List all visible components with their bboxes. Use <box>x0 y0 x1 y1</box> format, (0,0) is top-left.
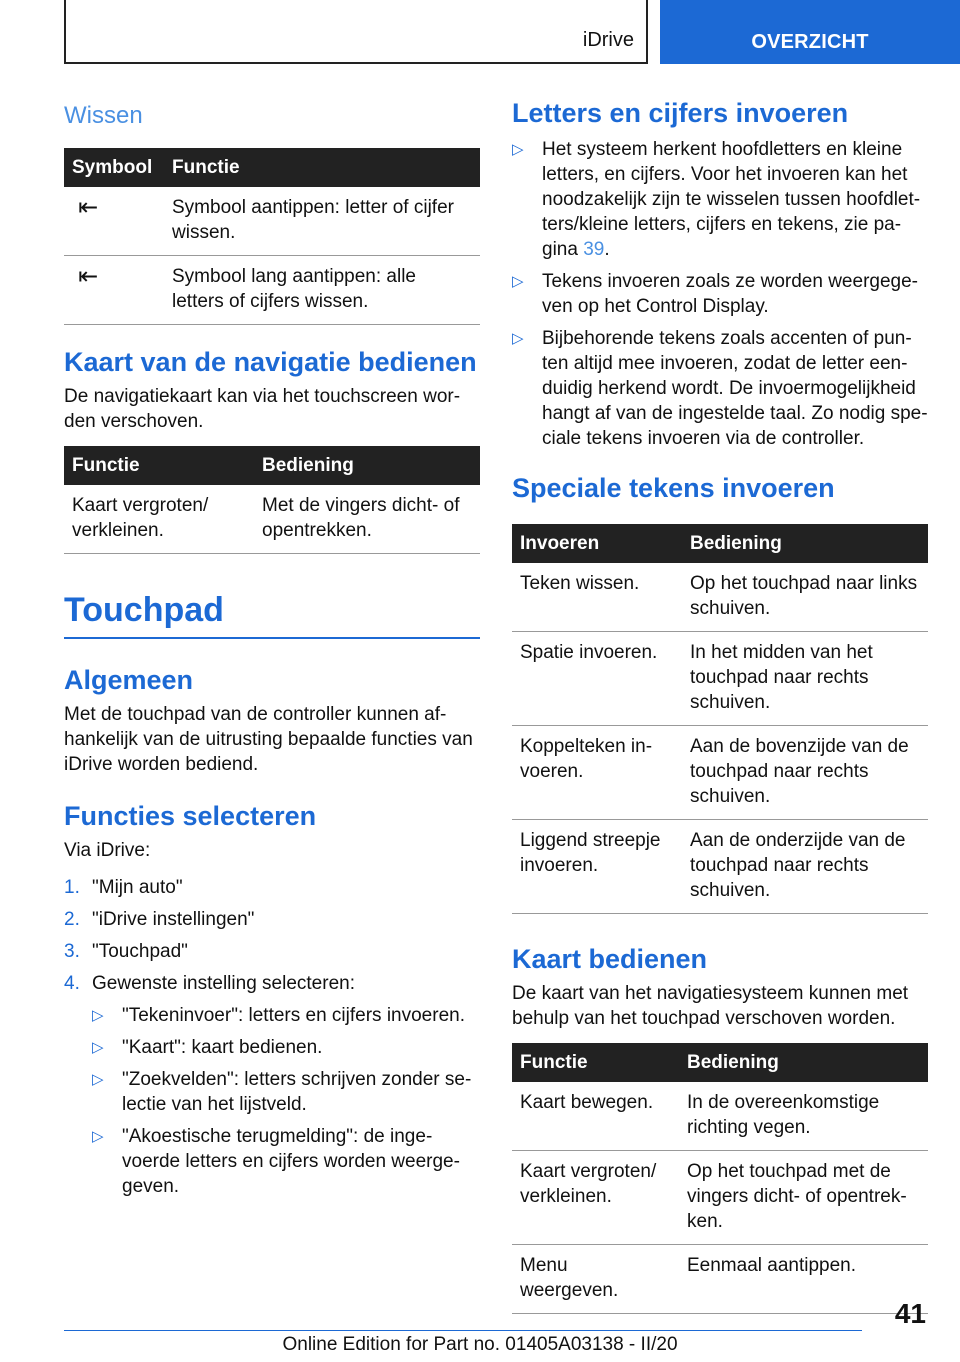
table-row <box>64 187 480 256</box>
triangle-bullet-icon: ▷ <box>512 330 524 348</box>
step-text: "iDrive instellingen" <box>92 909 255 931</box>
table-row <box>64 485 480 554</box>
speciale-table <box>512 524 928 914</box>
list-item <box>64 971 480 996</box>
table-cell: Op het touchpad met de vingers dicht- of opentrek-ken. <box>679 1151 928 1245</box>
table-cell: Teken wissen. <box>512 563 682 632</box>
table-cell: Kaart vergroten/ verkleinen. <box>64 485 254 554</box>
table-row <box>512 1151 928 1245</box>
list-item <box>64 875 480 900</box>
triangle-bullet-icon: ▷ <box>92 1007 104 1025</box>
bullet-text: Het systeem herkent hoofdletters en kleine letters, en cijfers. Voor het invoeren kan het noodzakelijk zijn te wisselen tussen hoofdlet-ters/kleine letters, cijfers en tekens, zie pa-gina 39. <box>542 139 921 261</box>
triangle-bullet-icon: ▷ <box>92 1128 104 1146</box>
table-row <box>512 563 928 632</box>
kaart-bedienen-text: De kaart van het navigatiesysteem kunnen met behulp van het touchpad verschoven worden. <box>512 983 909 1030</box>
list-item <box>92 1003 480 1028</box>
touchpad-heading: Touchpad <box>64 591 224 630</box>
footer-edition: Online Edition for Part no. 01405A03138 - II/20 <box>282 1334 678 1355</box>
sub-bullet-list <box>92 1003 480 1199</box>
list-item <box>512 269 928 319</box>
letters-heading: Letters en cijfers invoeren <box>512 98 849 128</box>
triangle-bullet-icon: ▷ <box>512 141 524 159</box>
step-number: 1. <box>64 877 80 899</box>
table-cell: In het midden van het touchpad naar rechts schuiven. <box>682 632 928 726</box>
header-left-box <box>64 0 648 64</box>
kaart-bedienen-heading: Kaart bedienen <box>512 944 708 975</box>
speciale-heading: Speciale tekens invoeren <box>512 473 835 504</box>
table-cell: In de overeenkomstige richting vegen. <box>679 1082 928 1151</box>
table-cell: Menu weergeven. <box>512 1245 679 1314</box>
step-text: Gewenste instelling selecteren: <box>92 973 355 995</box>
backspace-icon: ⇤ <box>64 187 164 256</box>
list-item <box>92 1035 480 1060</box>
table-cell: Liggend streepje invoeren. <box>512 820 682 914</box>
table-cell: Symbool lang aantippen: alle letters of cijfers wissen. <box>164 256 480 325</box>
letters-bullet-list <box>512 137 928 451</box>
touchpad-heading-block <box>64 590 480 639</box>
table-header: Bediening <box>254 446 480 485</box>
table-row <box>512 820 928 914</box>
left-column <box>64 96 480 1206</box>
bullet-text: Bijbehorende tekens zoals accenten of pun-ten altijd mee invoeren, zodat de letter een-duidig herkend wordt. De invoermogelijkheid hangt af van de ingestelde taal. Zo nodig spe-ciale tekens invoeren via de controller. <box>542 328 928 450</box>
page-number: 41 <box>894 1298 926 1329</box>
table-header: Symbool <box>64 148 164 187</box>
table-cell: Kaart vergroten/ verkleinen. <box>512 1151 679 1245</box>
table-header: Functie <box>512 1043 679 1082</box>
table-row <box>512 726 928 820</box>
table-cell: Met de vingers dicht- of opentrekken. <box>254 485 480 554</box>
functies-intro: Via iDrive: <box>64 840 151 862</box>
table-header: Bediening <box>679 1043 928 1082</box>
bullet-text: "Zoekvelden": letters schrijven zonder se-lectie van het lijstveld. <box>122 1069 472 1116</box>
table-row <box>512 1245 928 1314</box>
triangle-bullet-icon: ▷ <box>92 1039 104 1057</box>
footer-divider <box>64 1330 862 1331</box>
bullet-text: "Tekeninvoer": letters en cijfers invoeren. <box>122 1005 465 1027</box>
functies-heading: Functies selecteren <box>64 800 317 831</box>
page-link[interactable]: 39 <box>583 239 605 261</box>
kaart-bedienen-table <box>512 1043 928 1314</box>
step-text: "Mijn auto" <box>92 877 183 899</box>
table-header: Functie <box>64 446 254 485</box>
list-item <box>512 137 928 262</box>
table-cell: Eenmaal aantippen. <box>679 1245 928 1314</box>
right-column <box>512 96 928 1334</box>
list-item <box>92 1124 480 1199</box>
step-number: 2. <box>64 909 80 931</box>
table-cell: Aan de onderzijde van de touchpad naar rechts schuiven. <box>682 820 928 914</box>
steps-list <box>64 875 480 996</box>
bullet-text: Tekens invoeren zoals ze worden weergege-ven op het Control Display. <box>542 271 918 318</box>
header-section-label: iDrive <box>582 29 634 51</box>
table-header: Invoeren <box>512 524 682 563</box>
wissen-heading: Wissen <box>64 102 143 129</box>
step-text: "Touchpad" <box>92 941 188 963</box>
table-cell: Koppelteken in-voeren. <box>512 726 682 820</box>
kaart-navigatie-heading: Kaart van de navigatie bedienen <box>64 347 477 377</box>
table-cell: Op het touchpad naar links schuiven. <box>682 563 928 632</box>
wissen-table <box>64 148 480 325</box>
header-tab-overzicht[interactable]: OVERZICHT <box>660 0 960 64</box>
bullet-text: "Akoestische terugmelding": de inge-voerde letters en cijfers worden weerge-geven. <box>122 1126 460 1198</box>
step-number: 4. <box>64 973 80 995</box>
list-item <box>64 907 480 932</box>
algemeen-text: Met de touchpad van de controller kunnen af-hankelijk van de uitrusting bepaalde functies van iDrive worden bediend. <box>64 703 473 775</box>
bullet-text: "Kaart": kaart bedienen. <box>122 1037 323 1059</box>
kaart-navigatie-text: De navigatiekaart kan via het touchscreen wor-den verschoven. <box>64 386 461 433</box>
list-item <box>512 326 928 451</box>
table-header: Functie <box>164 148 480 187</box>
table-cell: Symbool aantippen: letter of cijfer wissen. <box>164 187 480 256</box>
kaart-navigatie-table <box>64 446 480 554</box>
table-header: Bediening <box>682 524 928 563</box>
table-row <box>64 256 480 325</box>
list-item <box>64 939 480 964</box>
algemeen-heading: Algemeen <box>64 664 194 695</box>
table-cell: Kaart bewegen. <box>512 1082 679 1151</box>
table-row <box>512 1082 928 1151</box>
table-row <box>512 632 928 726</box>
triangle-bullet-icon: ▷ <box>512 273 524 291</box>
list-item <box>92 1067 480 1117</box>
table-cell: Aan de bovenzijde van de touchpad naar rechts schuiven. <box>682 726 928 820</box>
backspace-icon: ⇤ <box>64 256 164 325</box>
table-cell: Spatie invoeren. <box>512 632 682 726</box>
triangle-bullet-icon: ▷ <box>92 1071 104 1089</box>
step-number: 3. <box>64 941 80 963</box>
